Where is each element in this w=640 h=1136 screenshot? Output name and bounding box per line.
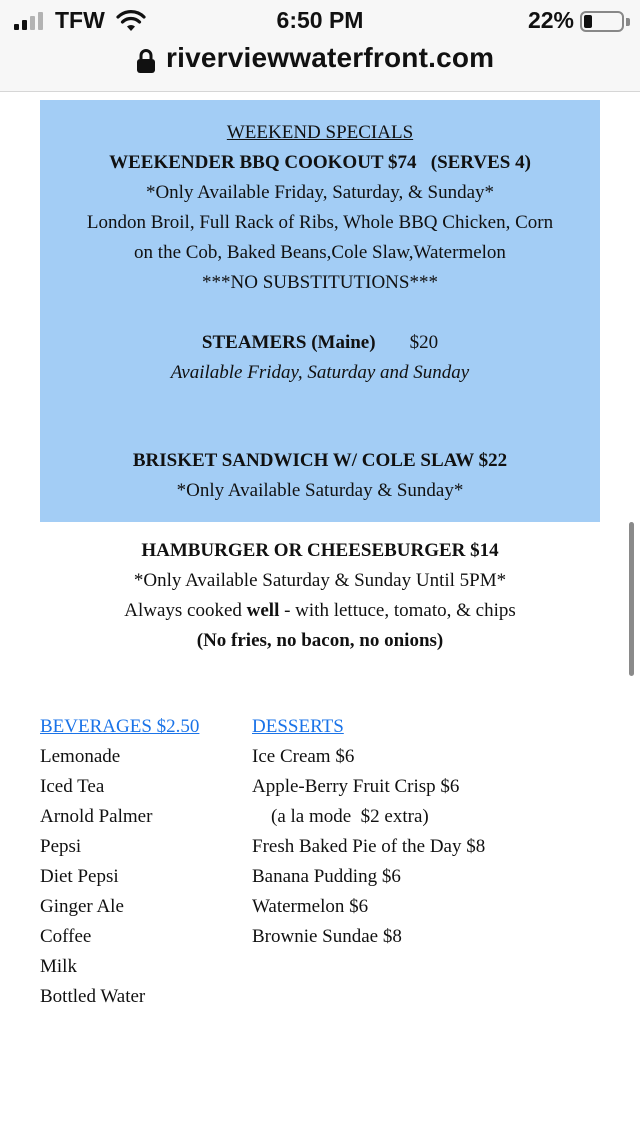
battery-tip xyxy=(626,18,630,26)
bbq-items-line1: London Broil, Full Rack of Ribs, Whole BBQ Chicken, Corn xyxy=(86,212,554,233)
page-scrollbar[interactable] xyxy=(629,522,634,676)
dessert-item: Banana Pudding $6 xyxy=(252,866,401,887)
beverage-item: Bottled Water xyxy=(40,986,146,1007)
address-bar[interactable] xyxy=(0,40,640,88)
dessert-item: Ice Cream $6 xyxy=(252,746,355,767)
battery-icon xyxy=(580,11,624,32)
dessert-item: (a la mode $2 extra) xyxy=(252,806,429,827)
burger-title: HAMBURGER OR CHEESEBURGER $14 xyxy=(141,540,499,561)
carrier-name: TFW xyxy=(55,7,105,33)
burger-cooked-bold: well xyxy=(246,600,280,621)
weekend-specials-box xyxy=(40,100,600,522)
brisket-title: BRISKET SANDWICH W/ COLE SLAW $22 xyxy=(132,450,508,471)
burger-cooked-line xyxy=(0,599,640,623)
desserts-heading-link[interactable]: DESSERTS xyxy=(252,716,344,737)
beverage-item: Arnold Palmer xyxy=(40,806,153,827)
url-text[interactable]: riverviewwaterfront.com xyxy=(166,42,495,73)
beverage-item: Iced Tea xyxy=(40,776,105,797)
bbq-no-substitutions: ***NO SUBSTITUTIONS*** xyxy=(202,272,438,293)
burger-cooked-suffix: - with lettuce, tomato, & chips xyxy=(279,600,516,621)
lock-icon xyxy=(136,48,156,74)
beverages-list xyxy=(40,745,199,1015)
desserts-list xyxy=(252,745,485,955)
beverages-heading-link[interactable]: BEVERAGES $2.50 xyxy=(40,716,200,737)
status-time: 6:50 PM xyxy=(276,7,364,33)
dessert-item: Apple-Berry Fruit Crisp $6 xyxy=(252,776,460,797)
steamers-price: $20 xyxy=(409,332,439,353)
dessert-item: Fresh Baked Pie of the Day $8 xyxy=(252,836,486,857)
steamers-availability: Available Friday, Saturday and Sunday xyxy=(170,362,470,383)
battery-percent: 22% xyxy=(527,7,574,33)
beverage-item: Coffee xyxy=(40,926,92,947)
battery-fill xyxy=(584,15,592,28)
burger-note: (No fries, no bacon, no onions) xyxy=(196,630,444,651)
beverage-item: Lemonade xyxy=(40,746,121,767)
burger-cooked-prefix: Always cooked xyxy=(124,600,247,621)
brisket-availability: *Only Available Saturday & Sunday* xyxy=(176,480,464,501)
beverage-item: Diet Pepsi xyxy=(40,866,119,887)
beverage-item: Pepsi xyxy=(40,836,82,857)
bbq-items-line2: on the Cob, Baked Beans,Cole Slaw,Watermelon xyxy=(134,242,506,263)
beverage-item: Ginger Ale xyxy=(40,896,124,917)
desserts-column xyxy=(252,715,485,955)
dessert-item: Watermelon $6 xyxy=(252,896,369,917)
specials-heading: WEEKEND SPECIALS xyxy=(226,122,414,143)
status-bar xyxy=(0,0,640,40)
beverages-column xyxy=(40,715,199,1015)
burger-availability: *Only Available Saturday & Sunday Until 5PM* xyxy=(133,570,507,591)
dessert-item: Brownie Sundae $8 xyxy=(252,926,402,947)
beverage-item: Milk xyxy=(40,956,77,977)
browser-chrome xyxy=(0,0,640,92)
bbq-availability: *Only Available Friday, Saturday, & Sunday* xyxy=(145,182,495,203)
steamers-title: STEAMERS (Maine) xyxy=(201,332,376,353)
steamers-line xyxy=(40,331,600,355)
bbq-cookout-title: WEEKENDER BBQ COOKOUT $74 (SERVES 4) xyxy=(109,152,531,173)
